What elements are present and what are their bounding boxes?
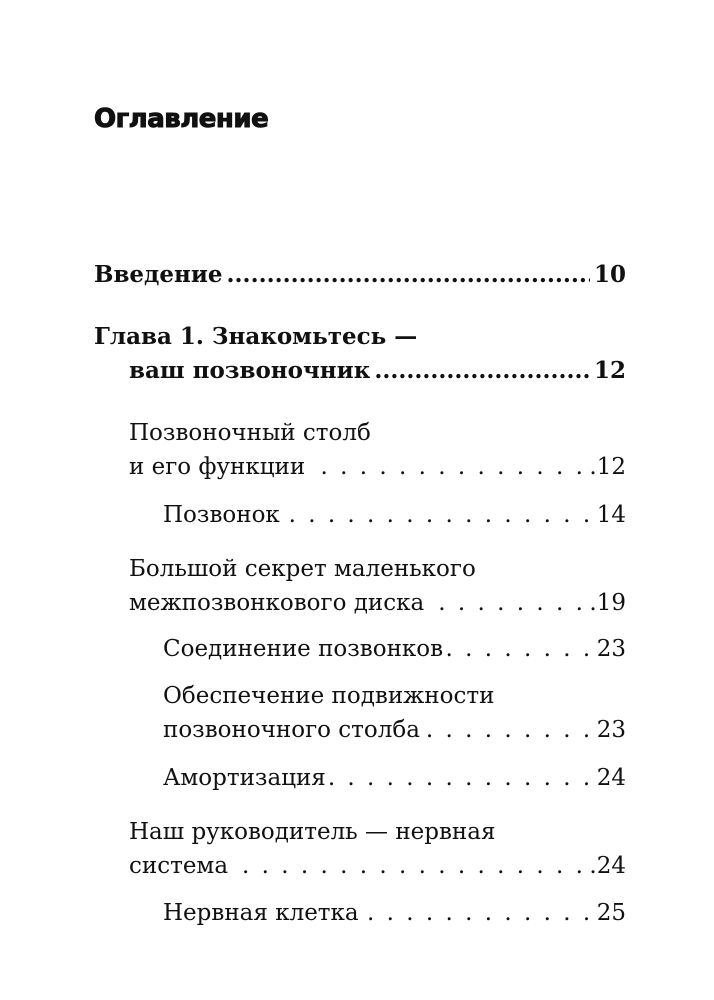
toc-page-number: .24	[589, 853, 626, 879]
toc-entry-vertebra[interactable]	[163, 500, 626, 530]
toc-page-number: 25	[596, 900, 626, 926]
toc-page-number: 10	[593, 261, 626, 288]
toc-entry-title-cont: ваш позвоночник	[129, 357, 371, 384]
dot-leader	[374, 356, 590, 386]
toc-entry-shock-absorption[interactable]	[163, 763, 626, 793]
dot-leader	[447, 634, 593, 664]
dot-leader	[330, 763, 593, 793]
toc-entry-title: Соединение позвонков	[163, 636, 444, 662]
dot-leader	[232, 851, 585, 881]
toc-entry-title: Позвонок	[163, 502, 280, 528]
dot-leader	[284, 500, 593, 530]
toc-entry-title-cont: межпозвонкового диска	[129, 590, 425, 616]
toc-entry-title-cont: система	[129, 853, 229, 879]
toc-page-number: .19	[589, 590, 626, 616]
toc-page-number: 23	[596, 636, 626, 662]
toc-page-number: 23	[596, 717, 626, 743]
dot-leader	[424, 715, 593, 745]
toc-entry-title: Введение	[94, 261, 223, 288]
toc-page-number: 12	[593, 357, 626, 384]
toc-entry-spinal-column[interactable]	[129, 418, 626, 448]
toc-entry-title-cont: и его функции	[129, 454, 306, 480]
toc-entry-title: Позвоночный столб	[129, 420, 371, 446]
page-title: Оглавление	[94, 104, 269, 134]
toc-entry-title: Амортизация	[163, 765, 326, 791]
toc-page-number: 24	[596, 765, 626, 791]
toc-entry-spine-mobility-cont[interactable]	[163, 715, 626, 745]
toc-entry-nervous-system-cont[interactable]	[129, 851, 626, 881]
toc-entry-spinal-column-cont[interactable]	[129, 452, 626, 482]
dot-leader	[227, 260, 590, 290]
toc-entry-title: Обеспечение подвижности	[163, 683, 495, 709]
toc-entry-vertebrae-connection[interactable]	[163, 634, 626, 664]
toc-entry-title: Нервная клетка	[163, 900, 359, 926]
toc-entry-chapter-1[interactable]	[94, 322, 626, 352]
toc-page-number: 14	[596, 502, 626, 528]
toc-entry-title: Наш руководитель — нервная	[129, 819, 496, 845]
toc-entry-nervous-system[interactable]	[129, 817, 626, 847]
dot-leader	[428, 588, 585, 618]
toc-entry-introduction[interactable]	[94, 260, 626, 290]
toc-entry-nerve-cell[interactable]	[163, 898, 626, 928]
toc-entry-chapter-1-cont[interactable]	[129, 356, 626, 386]
toc-entry-disc-secret[interactable]	[129, 554, 626, 584]
toc-entry-spine-mobility[interactable]	[163, 681, 626, 711]
toc-page-number: .12	[589, 454, 626, 480]
toc-entry-title-cont: позвоночного столба	[163, 717, 420, 743]
toc-entry-title: Глава 1. Знакомьтесь —	[94, 323, 418, 350]
dot-leader	[363, 898, 593, 928]
toc-entry-title: Большой секрет маленького	[129, 556, 476, 582]
toc-entry-disc-secret-cont[interactable]	[129, 588, 626, 618]
dot-leader	[309, 452, 585, 482]
